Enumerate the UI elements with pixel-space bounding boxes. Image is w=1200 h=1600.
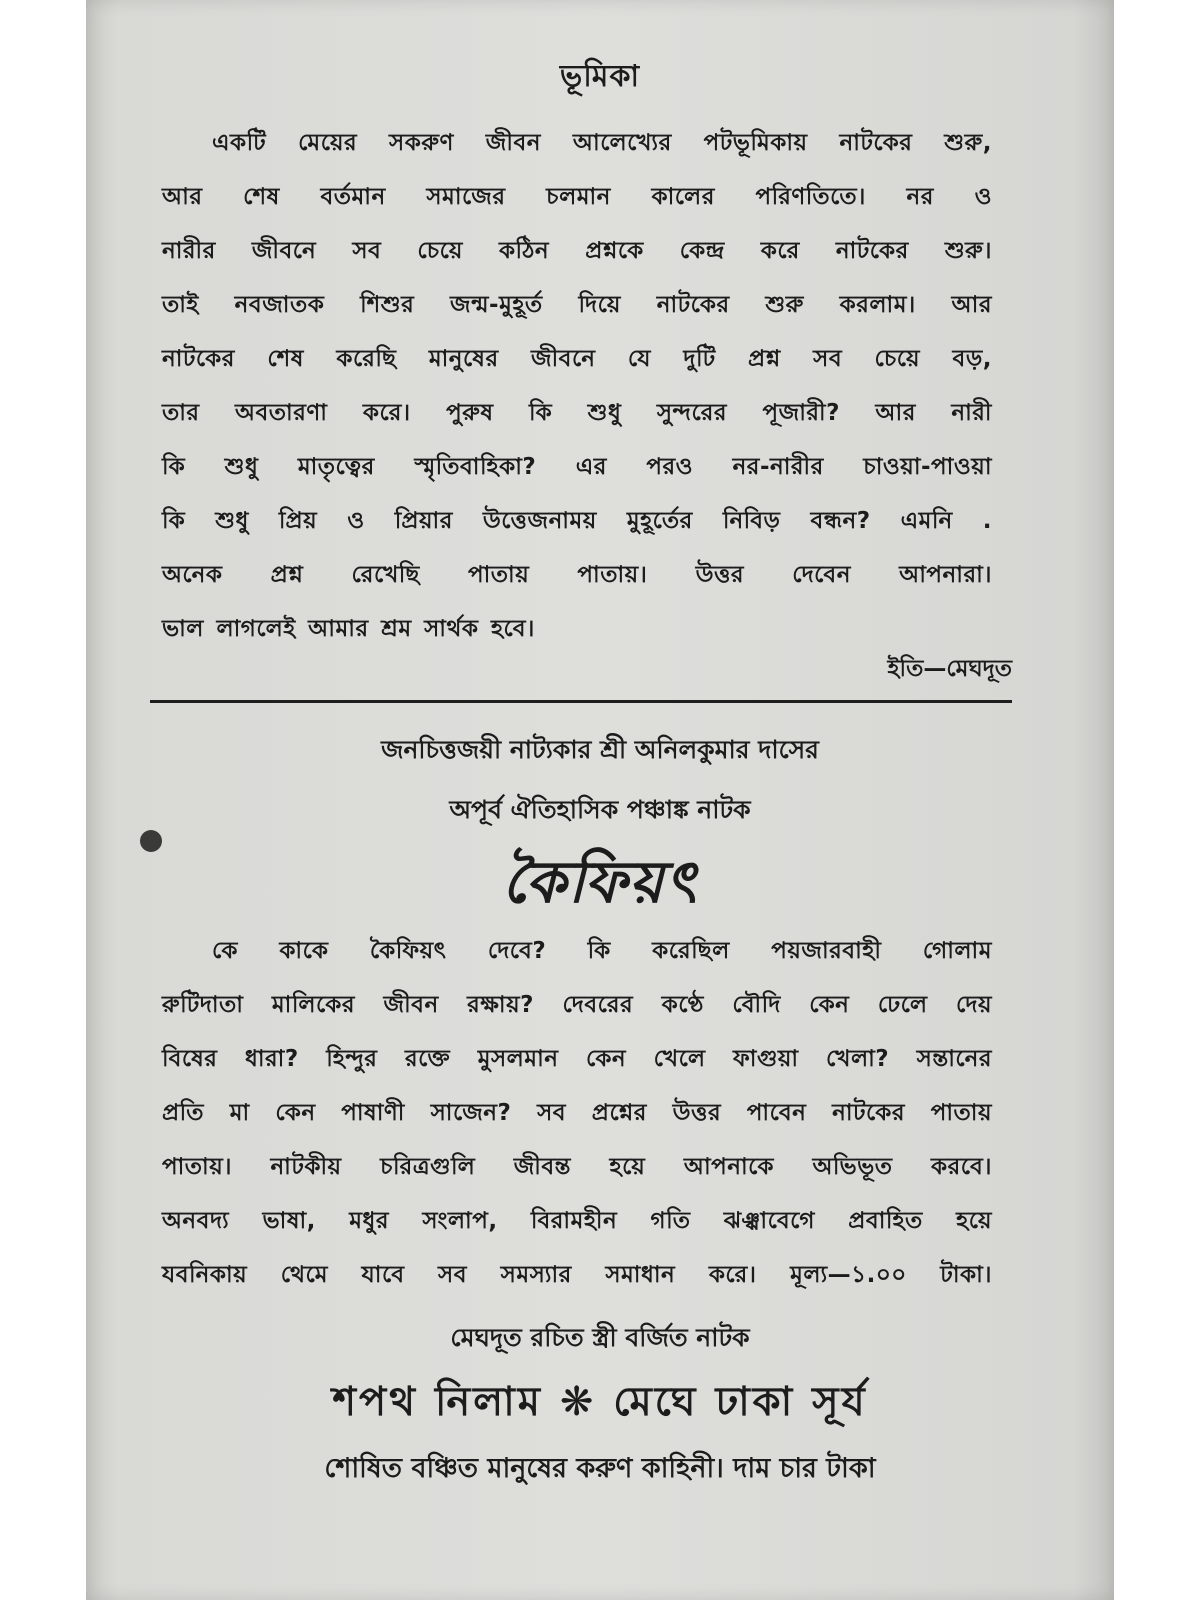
advert-line: যবনিকায় থেমে যাবে সব সমস্যার সমাধান করে। মূল্য—১.০০ টাকা। <box>162 1262 992 1288</box>
advert-line: অনবদ্য ভাষা, মধুর সংলাপ, বিরামহীন গতি ঝঞ্ঝাবেগে প্রবাহিত হয়ে <box>162 1208 992 1234</box>
second-description: শোষিত বঞ্চিত মানুষের করুণ কাহিনী। দাম চার টাকা <box>324 1453 876 1484</box>
advert-title: কৈফিয়ৎ <box>501 848 699 916</box>
second-titles: শপথ নিলাম ❋ মেঘে ঢাকা সূর্য <box>332 1379 868 1425</box>
preface-line: তাই নবজাতক শিশুর জন্ম-মুহূর্ত দিয়ে নাটকের শুরু করলাম। আর <box>162 292 992 318</box>
advert-line: কে কাকে কৈফিয়ৎ দেবে? কি করেছিল পয়জারবাহী গোলাম <box>212 938 992 964</box>
second-byline: মেঘদূত রচিত স্ত্রী বর্জিত নাটক <box>450 1323 750 1352</box>
preface-line: কি শুধু প্রিয় ও প্রিয়ার উত্তেজনাময় মুহূর্তের নিবিড় বন্ধন? এমনি . <box>162 508 992 534</box>
advert-line: বিষের ধারা? হিন্দুর রক্তে মুসলমান কেন খেলে ফাগুয়া খেলা? সন্তানের <box>162 1046 992 1072</box>
preface-line: নাটকের শেষ করেছি মানুষের জীবনে যে দুটি প্রশ্ন সব চেয়ে বড়, <box>162 346 992 372</box>
advert-subtitle: অপূর্ব ঐতিহাসিক পঞ্চাঙ্ক নাটক <box>449 795 751 824</box>
advert-line: পাতায়। নাটকীয় চরিত্রগুলি জীবন্ত হয়ে আপনাকে অভিভূত করবে। <box>162 1154 992 1180</box>
book-page <box>86 0 1114 1600</box>
preface-signature: ইতি—মেঘদূত <box>887 656 1012 682</box>
preface-line: একটি মেয়ের সকরুণ জীবন আলেখ্যের পটভূমিকায় নাটকের শুরু, <box>212 130 992 156</box>
preface-line: তার অবতারণা করে। পুরুষ কি শুধু সুন্দরের পূজারী? আর নারী <box>162 400 992 426</box>
preface-line: ভাল লাগলেই আমার শ্রম সার্থক হবে। <box>162 616 535 642</box>
advert-line: রুটিদাতা মালিকের জীবন রক্ষায়? দেবরের কণ্ঠে বৌদি কেন ঢেলে দেয় <box>162 992 992 1018</box>
preface-line: আর শেষ বর্তমান সমাজের চলমান কালের পরিণতিতে। নর ও <box>162 184 992 210</box>
preface-line: কি শুধু মাতৃত্বের স্মৃতিবাহিকা? এর পরও নর-নারীর চাওয়া-পাওয়া <box>162 454 992 480</box>
advert-line: প্রতি মা কেন পাষাণী সাজেন? সব প্রশ্নের উত্তর পাবেন নাটকের পাতায় <box>162 1100 992 1126</box>
section-divider <box>150 700 1012 703</box>
advert-byline: জনচিত্তজয়ী নাট্যকার শ্রী অনিলকুমার দাসের <box>381 735 819 764</box>
preface-heading: ভূমিকা <box>559 59 641 94</box>
preface-line: অনেক প্রশ্ন রেখেছি পাতায় পাতায়। উত্তর দেবেন আপনারা। <box>162 562 992 588</box>
preface-line: নারীর জীবনে সব চেয়ে কঠিন প্রশ্নকে কেন্দ্র করে নাটকের শুরু। <box>162 238 992 264</box>
